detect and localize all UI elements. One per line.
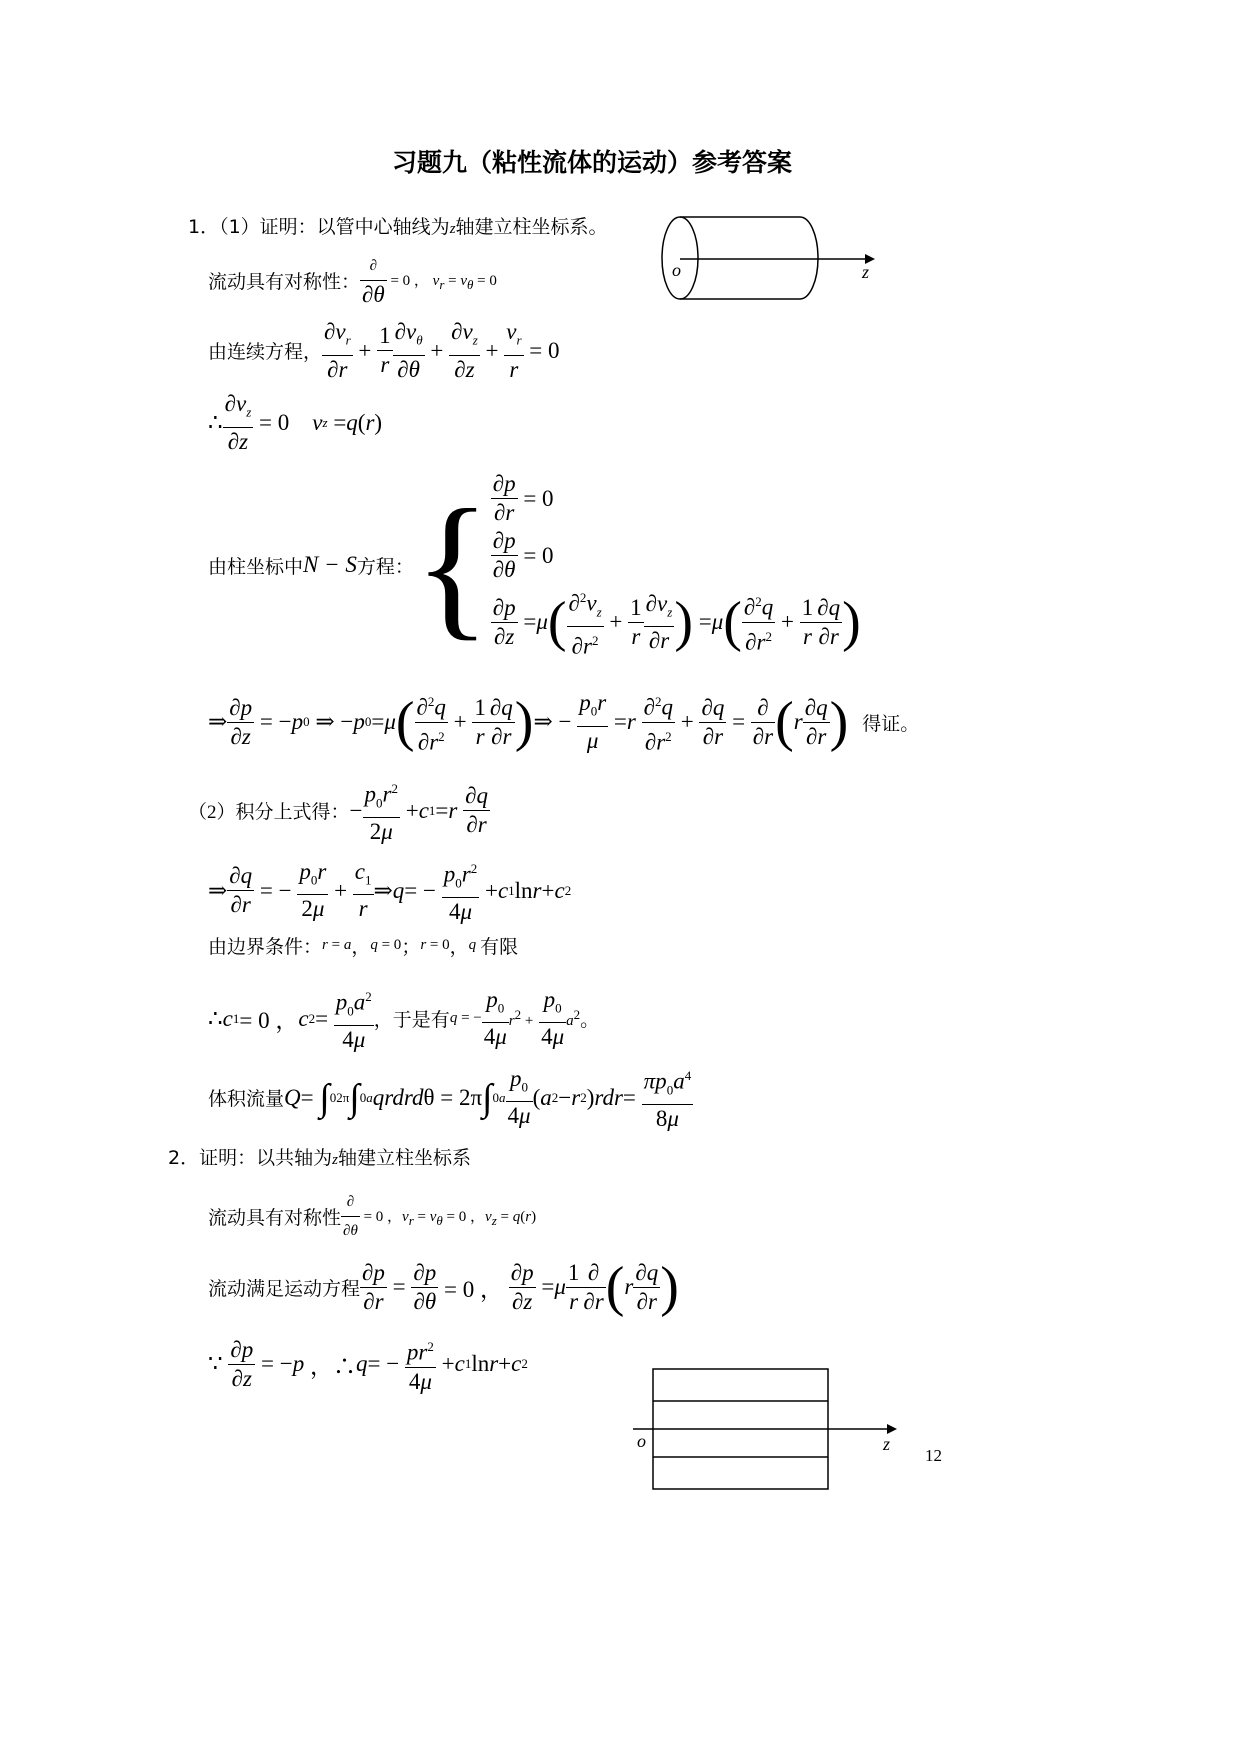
- q-general-solution: ⇒ $\frac{\partial q}{\partial r}$ = − $\frac{p_0r}{2\mu}$ + $\frac{c_1}{r}$ ⇒ q = − $\frac{p_0r^2}{4\mu}$ + c 1 ln r + c 2: [208, 855, 571, 926]
- origin-label: o: [672, 260, 681, 280]
- axis-label: z: [883, 1434, 891, 1454]
- problem-2-intro: 2．证明：以共轴为z轴建立柱坐标系: [168, 1147, 471, 1169]
- page-number: 12: [925, 1446, 942, 1465]
- problem-2-motion: 流动满足运动方程 $\frac{\partial p}{\partial r}$ = $\frac{\partial p}{\partial\theta}$ = 0 ， $\frac{\partial p}{\partial z}$ = μ $\frac{1}{r}$ $\frac{\partial}{\partial r}$ ( r $\frac{\partial q}{\partial r}$ ): [208, 1256, 679, 1318]
- boundary-conditions: 由边界条件： r = a ， q = 0 ； r = 0 ， q 有限: [208, 936, 519, 958]
- coaxial-figure: [625, 1365, 915, 1495]
- problem-2-result: ∵ $\frac{\partial p}{\partial z}$ = − p ，∴ q = − $\frac{pr^2}{4\mu}$ + c 1 ln r + c 2: [208, 1333, 528, 1396]
- volume-flow: 体积流量 Q = ∫ 0 2π ∫ 0 a qrdrd θ = 2π ∫ 0 a $\frac{p_0}{4\mu}$ ( a 2 − r 2 ) rdr = $\frac{\pi p_0a^4}{8\mu}$: [208, 1062, 693, 1133]
- constants-result: ∴ c 1 = 0 ， c 2 = $\frac{p_0a^2}{4\mu}$ ，于是有 q = − $\frac{p_0}{4\mu}$ $r^2$ + $\frac{p_0}{4\mu}$ $a^2$ 。: [208, 983, 599, 1054]
- page-title: 习题九（粘性流体的运动）参考答案: [392, 148, 793, 177]
- origin-label: o: [637, 1431, 646, 1451]
- continuity-equation: 由连续方程， $\frac{\partial v_r}{\partial r}$ + $\frac{1}{r}$ $\frac{\partial v_\theta}{\partial\theta}$ + $\frac{\partial v_z}{\partial z}$ + $\frac{v_r}{r}$ = 0: [208, 319, 560, 382]
- axis-label: z: [862, 262, 870, 282]
- cylinder-figure: [650, 210, 890, 310]
- ns-system: 由柱坐标中 N − S 方程： { $\frac{\partial p}{\partial r}$ = 0 $\frac{\partial p}{\partial\theta}$ = 0 $\frac{\partial p}{\partial z}$ = μ ( $\frac{\partial^2v_z}{\partial r^2}$ + $\frac{1}{r}$ $\frac{\partial v_z}{\partial r}$ ) = μ ( $\frac{\partial^2q}{\partial r^2}$ + $\frac{1}{r}$ $\frac{\partial q}{\partial r}$ ): [208, 471, 861, 659]
- integration-step: （2）积分上式得： − $\frac{p_0r^2}{2\mu}$ + c 1 = r $\frac{\partial q}{\partial r}$: [188, 775, 490, 846]
- pressure-implication: ⇒ $\frac{\partial p}{\partial z}$ = − p 0 ⇒ − p 0 = μ ( $\frac{\partial^2q}{\partial r^2}$ + $\frac{1}{r}$ $\frac{\partial q}{\partial r}$ ) ⇒ − $\frac{p_0r}{\mu}$ = r $\frac{\partial^2q}{\partial r^2}$ + $\frac{\partial q}{\partial r}$ = $\frac{\partial}{\partial r}$ ( r $\frac{\partial q}{\partial r}$ ) 得证。: [208, 688, 919, 756]
- symmetry-line: 流动具有对称性： $\frac{\partial}{\partial\theta}$ = 0 ， $v_r = v_\theta = 0$: [208, 252, 497, 309]
- problem-2-symmetry: 流动具有对称性 $\frac{\partial}{\partial\theta}$ = 0 ，$v_r = v_\theta = 0$ ，$v_z = q(r)$: [208, 1188, 536, 1245]
- problem-1-intro: 1．（1）证明：以管中心轴线为z轴建立柱坐标系。: [188, 216, 608, 238]
- vz-result: ∴ $\frac{\partial v_z}{\partial z}$ = 0 v z = q ( r ): [208, 391, 383, 454]
